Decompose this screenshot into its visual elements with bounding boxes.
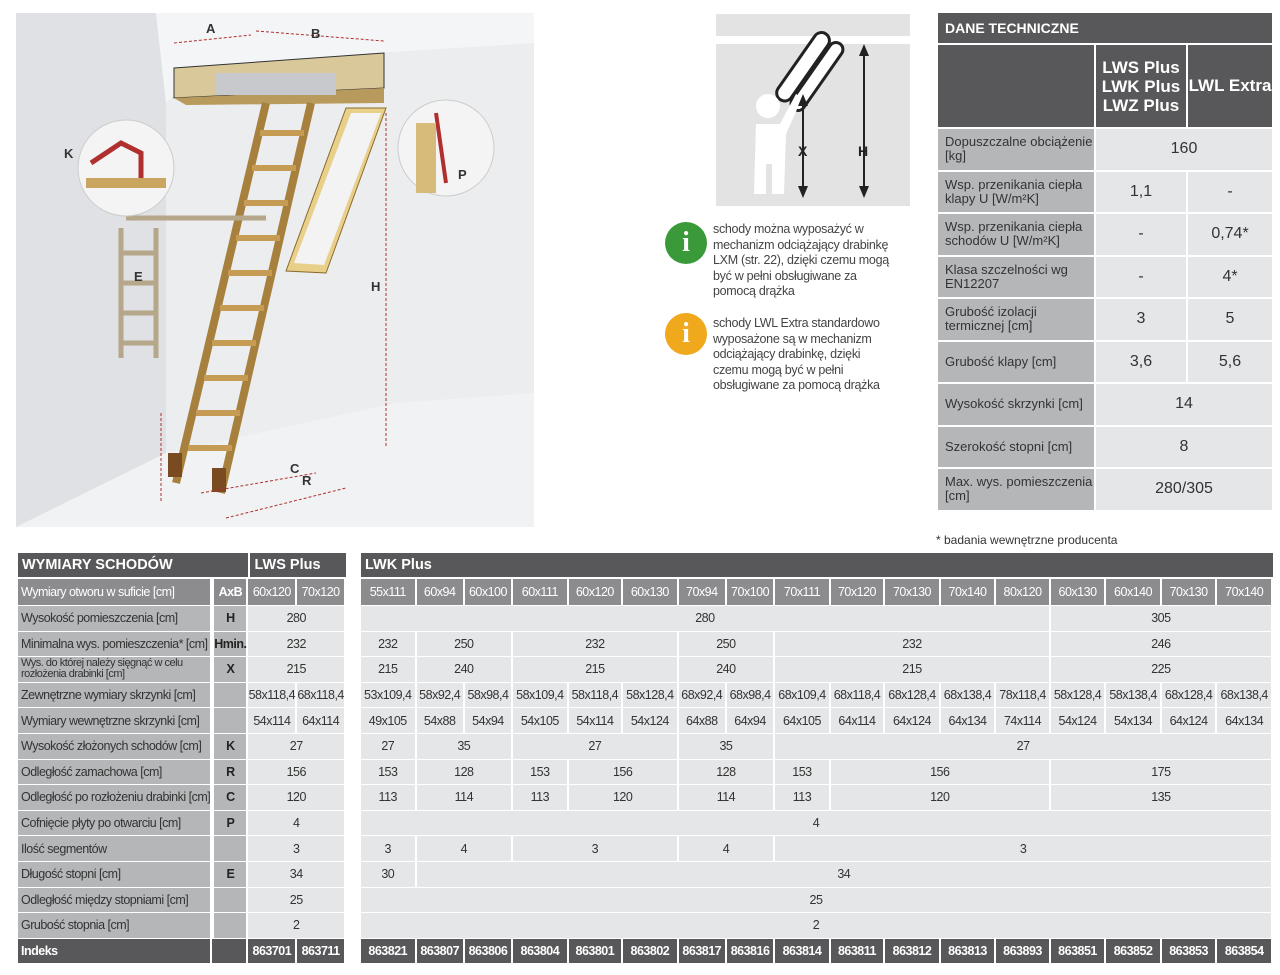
dims-cell: 54x134 [1106, 707, 1162, 733]
dims-row-label: Odległość po rozłożeniu drabinki [cm] [18, 784, 212, 810]
tech-row [938, 212, 1272, 255]
dims-cell: 120 [248, 784, 346, 810]
label-b: B [311, 26, 321, 41]
dims-cell: 58x118,4 [248, 682, 297, 708]
dims-cell: 156 [569, 759, 679, 785]
tech-row-value-b: - [1186, 172, 1272, 213]
axb-symbol: AxB [212, 577, 248, 605]
size-header: 60x140 [1106, 577, 1162, 605]
size-header: 60x120 [569, 577, 623, 605]
index-value: 863802 [623, 938, 679, 964]
dims-row-symbol: P [212, 810, 248, 836]
size-header: 80x120 [996, 577, 1050, 605]
tech-row-value-a: 3 [1094, 299, 1186, 340]
index-value: 863812 [885, 938, 941, 964]
index-value: 863814 [775, 938, 831, 964]
tech-row-label: Wsp. przenikania ciepła schodów U [W/m²K] [938, 214, 1094, 255]
tech-row-value: 8 [1094, 427, 1272, 468]
index-value: 863817 [679, 938, 727, 964]
dims-cell: 175 [1051, 759, 1273, 785]
tech-footnote: * badania wewnętrzne producenta [936, 533, 1118, 547]
tech-row-value-b: 5 [1186, 299, 1272, 340]
label-c: C [290, 461, 300, 476]
tech-col-lws-lwk-lwz [1094, 45, 1186, 127]
index-value: 863801 [569, 938, 623, 964]
dims-row-symbol: K [212, 733, 248, 759]
dims-cell: 64x124 [1162, 707, 1218, 733]
dims-cell: 250 [417, 631, 514, 657]
dims-table-lwk [361, 553, 1273, 963]
size-header: 60x111 [513, 577, 569, 605]
index-value: 863893 [996, 938, 1050, 964]
dims-row-symbol [212, 707, 248, 733]
dims-cell: 68x128,4 [1162, 682, 1218, 708]
dims-cell: 34 [417, 861, 1273, 887]
dims-row-label: Minimalna wys. pomieszczenia* [cm] [18, 631, 212, 657]
dims-row-label: Wymiary wewnętrzne skrzynki [cm] [18, 707, 212, 733]
person-reach-icon [716, 14, 910, 206]
dims-cell: 64x124 [885, 707, 941, 733]
diagram-label-x: X [798, 143, 808, 159]
dims-cell: 153 [513, 759, 569, 785]
size-header: 60x130 [1051, 577, 1107, 605]
tech-row [938, 297, 1272, 340]
dims-cell: 232 [775, 631, 1051, 657]
tech-title: DANE TECHNICZNE [938, 13, 1272, 43]
dims-cell: 27 [513, 733, 679, 759]
dims-cell: 153 [361, 759, 417, 785]
dims-cell: 68x118,4 [831, 682, 885, 708]
dims-cell: 232 [361, 631, 417, 657]
dims-cell: 64x105 [775, 707, 831, 733]
index-value: 863816 [727, 938, 775, 964]
tech-row-value: 280/305 [1094, 469, 1272, 510]
dims-cell: 64x94 [727, 707, 775, 733]
dims-cell: 58x128,4 [623, 682, 679, 708]
dims-row-label: Wysokość złożonych schodów [cm] [18, 733, 212, 759]
dims-cell: 215 [775, 656, 1051, 682]
index-value: 863851 [1051, 938, 1107, 964]
dims-title: WYMIARY SCHODÓW [18, 553, 248, 577]
dims-row-symbol: X [212, 656, 248, 682]
dims-cell: 280 [361, 605, 1051, 631]
dims-cell: 64x114 [831, 707, 885, 733]
dims-cell: 3 [775, 835, 1273, 861]
tech-row-label: Szerokość stopni [cm] [938, 427, 1094, 468]
tech-row-value-b: 0,74* [1186, 214, 1272, 255]
dims-row-symbol [212, 912, 248, 938]
dims-cell: 74x114 [996, 707, 1050, 733]
tech-row-value-b: 4* [1186, 257, 1272, 298]
size-header: 70x120 [831, 577, 885, 605]
dims-row-label: Grubość stopnia [cm] [18, 912, 212, 938]
dims-cell: 135 [1051, 784, 1273, 810]
tech-row-value-a: 3,6 [1094, 342, 1186, 383]
label-h: H [371, 279, 381, 294]
tech-row-label: Dopuszczalne obciążenie [kg] [938, 129, 1094, 170]
dims-row-symbol: Hmin. [212, 631, 248, 657]
dims-cell: 54x105 [513, 707, 569, 733]
dims-cell: 34 [248, 861, 346, 887]
dims-cell: 68x98,4 [727, 682, 775, 708]
tech-col-line-2: LWK Plus [1101, 76, 1181, 96]
tech-row [938, 255, 1272, 298]
dims-cell: 215 [248, 656, 346, 682]
dims-cell: 250 [679, 631, 776, 657]
dims-cell: 232 [513, 631, 679, 657]
dims-cell: 68x92,4 [679, 682, 727, 708]
tech-row-label: Grubość klapy [cm] [938, 342, 1094, 383]
index-value: 863711 [297, 938, 346, 964]
dims-cell: 113 [361, 784, 417, 810]
dims-cell: 54x124 [1051, 707, 1107, 733]
note-lxm: schody można wyposażyć w mechanizm odciążający drabinkę LXM (str. 22), dzięki czemu mogą być w pełni obsługiwane za pomocą drążka [713, 222, 889, 298]
info-orange-icon: i [665, 313, 707, 355]
dims-cell: 68x109,4 [775, 682, 831, 708]
dims-cell: 4 [417, 835, 514, 861]
index-value: 863806 [465, 938, 513, 964]
dims-cell: 2 [361, 912, 1273, 938]
dims-row-label: Długość stopni [cm] [18, 861, 212, 887]
size-header: 70x120 [297, 577, 346, 605]
dims-cell: 240 [679, 656, 776, 682]
stairs-illustration [16, 13, 534, 527]
dims-cell: 128 [417, 759, 514, 785]
dims-row-label: Wysokość pomieszczenia [cm] [18, 605, 212, 631]
dims-cell: 114 [679, 784, 776, 810]
dims-cell: 3 [248, 835, 346, 861]
dims-cell: 27 [248, 733, 346, 759]
dims-row-symbol: E [212, 861, 248, 887]
label-a: A [206, 21, 216, 36]
dims-cell: 25 [248, 887, 346, 913]
tech-col-line-3: LWZ Plus [1102, 95, 1180, 115]
dims-cell: 68x118,4 [297, 682, 346, 708]
tech-col-lwl-extra: LWL Extra [1186, 45, 1272, 127]
dims-cell: 120 [569, 784, 679, 810]
diagram-label-h: H [858, 143, 869, 159]
label-e: E [134, 269, 143, 284]
dims-cell: 153 [775, 759, 831, 785]
dims-row-label: Odległość między stopniami [cm] [18, 887, 212, 913]
dims-cell: 128 [679, 759, 776, 785]
index-value: 863701 [248, 938, 297, 964]
dims-cell: 2 [248, 912, 346, 938]
label-k: K [64, 146, 74, 161]
index-value: 863853 [1162, 938, 1218, 964]
dims-cell: 215 [361, 656, 417, 682]
size-header: 60x94 [417, 577, 465, 605]
size-header: 70x130 [1162, 577, 1218, 605]
dims-cell: 114 [417, 784, 514, 810]
dims-cell: 68x138,4 [1217, 682, 1273, 708]
size-header: 70x94 [679, 577, 727, 605]
dims-cell: 113 [513, 784, 569, 810]
note-lwl-extra: schody LWL Extra standardowo wyposażone są w mechanizm odciążający drabinkę, dzięki czemu mogą być w pełni obsługiwane za pomocą drążka [713, 316, 880, 392]
dims-cell: 54x114 [248, 707, 297, 733]
tech-row-value-b: 5,6 [1186, 342, 1272, 383]
dims-cell: 78x118,4 [996, 682, 1050, 708]
tech-row-value-a: 1,1 [1094, 172, 1186, 213]
dims-row-symbol: R [212, 759, 248, 785]
size-header: 70x140 [1217, 577, 1273, 605]
dims-row-label: Ilość segmentów [18, 835, 212, 861]
label-p: P [458, 167, 467, 182]
attic-stairs-drawing [16, 13, 534, 527]
tech-row-value: 160 [1094, 129, 1272, 170]
dims-cell: 54x88 [417, 707, 465, 733]
dims-cell: 35 [679, 733, 776, 759]
dims-cell: 58x98,4 [465, 682, 513, 708]
dims-cell: 68x128,4 [885, 682, 941, 708]
dims-cell: 27 [775, 733, 1273, 759]
dims-cell: 232 [248, 631, 346, 657]
dims-cell: 58x128,4 [1051, 682, 1107, 708]
index-label: Indeks [18, 938, 212, 964]
index-value: 863813 [941, 938, 997, 964]
lws-title: LWS Plus [248, 553, 346, 577]
dims-cell: 4 [248, 810, 346, 836]
dims-cell: 25 [361, 887, 1273, 913]
index-symbol [212, 938, 248, 964]
dims-row-label: Cofnięcie płyty po otwarciu [cm] [18, 810, 212, 836]
dims-cell: 3 [513, 835, 679, 861]
dims-cell: 64x134 [1217, 707, 1273, 733]
dims-row-symbol [212, 682, 248, 708]
reach-height-diagram [716, 14, 910, 206]
dims-cell: 113 [775, 784, 831, 810]
dims-cell: 305 [1051, 605, 1273, 631]
tech-row [938, 425, 1272, 468]
size-header: 60x130 [623, 577, 679, 605]
index-value: 863807 [417, 938, 465, 964]
dims-row-label: Odległość zamachowa [cm] [18, 759, 212, 785]
tech-row [938, 340, 1272, 383]
tech-col-line-1: LWS Plus [1102, 57, 1180, 77]
dims-cell: 58x138,4 [1106, 682, 1162, 708]
dims-row-symbol: C [212, 784, 248, 810]
info-green-icon: i [665, 222, 707, 264]
lwk-title: LWK Plus [361, 553, 1273, 577]
dims-cell: 156 [248, 759, 346, 785]
dims-cell: 4 [679, 835, 776, 861]
dims-cell: 54x114 [569, 707, 623, 733]
dims-cell: 120 [831, 784, 1051, 810]
dims-table-lws [18, 553, 346, 963]
index-value: 863804 [513, 938, 569, 964]
tech-row [938, 170, 1272, 213]
dims-cell: 156 [831, 759, 1051, 785]
dims-cell: 215 [513, 656, 679, 682]
tech-row-label: Wsp. przenikania ciepła klapy U [W/m²K] [938, 172, 1094, 213]
tech-row-label: Max. wys. pomieszczenia [cm] [938, 469, 1094, 510]
size-header: 70x130 [885, 577, 941, 605]
dims-cell: 58x118,4 [569, 682, 623, 708]
size-header: 60x100 [465, 577, 513, 605]
dims-row-symbol [212, 887, 248, 913]
tech-row-label: Klasa szczelności wg EN12207 [938, 257, 1094, 298]
dims-row-symbol: H [212, 605, 248, 631]
dims-cell: 64x134 [941, 707, 997, 733]
dims-cell: 246 [1051, 631, 1273, 657]
tech-row-label: Wysokość skrzynki [cm] [938, 384, 1094, 425]
dims-cell: 49x105 [361, 707, 417, 733]
technical-data-table [938, 13, 1272, 510]
dims-cell: 53x109,4 [361, 682, 417, 708]
dims-cell: 58x92,4 [417, 682, 465, 708]
tech-row [938, 382, 1272, 425]
dims-cell: 64x88 [679, 707, 727, 733]
size-header: 70x111 [775, 577, 831, 605]
dims-row-symbol [212, 835, 248, 861]
tech-row-value-a: - [1094, 214, 1186, 255]
dims-row-label: Zewnętrzne wymiary skrzynki [cm] [18, 682, 212, 708]
dims-cell: 54x124 [623, 707, 679, 733]
dims-cell: 35 [417, 733, 514, 759]
size-header: 55x111 [361, 577, 417, 605]
dims-cell: 58x109,4 [513, 682, 569, 708]
index-value: 863854 [1217, 938, 1273, 964]
dims-cell: 30 [361, 861, 417, 887]
tech-row-label: Grubość izolacji termicznej [cm] [938, 299, 1094, 340]
index-value: 863811 [831, 938, 885, 964]
dims-cell: 64x114 [297, 707, 346, 733]
tech-row [938, 127, 1272, 170]
opening-size-label: Wymiary otworu w suficie [cm] [18, 577, 212, 605]
dims-cell: 280 [248, 605, 346, 631]
dims-cell: 225 [1051, 656, 1273, 682]
index-value: 863852 [1106, 938, 1162, 964]
tech-row [938, 467, 1272, 510]
tech-row-value: 14 [1094, 384, 1272, 425]
dims-cell: 3 [361, 835, 417, 861]
dims-cell: 54x94 [465, 707, 513, 733]
dims-row-label: Wys. do której należy sięgnąć w celu rozłożenia drabinki [cm] [18, 656, 212, 682]
dims-cell: 240 [417, 656, 514, 682]
tech-row-value-a: - [1094, 257, 1186, 298]
label-r: R [302, 473, 312, 488]
dims-cell: 27 [361, 733, 417, 759]
index-value: 863821 [361, 938, 417, 964]
dims-cell: 4 [361, 810, 1273, 836]
size-header: 70x140 [941, 577, 997, 605]
dims-cell: 68x138,4 [941, 682, 997, 708]
size-header: 60x120 [248, 577, 297, 605]
tech-header-blank [938, 45, 1094, 127]
size-header: 70x100 [727, 577, 775, 605]
